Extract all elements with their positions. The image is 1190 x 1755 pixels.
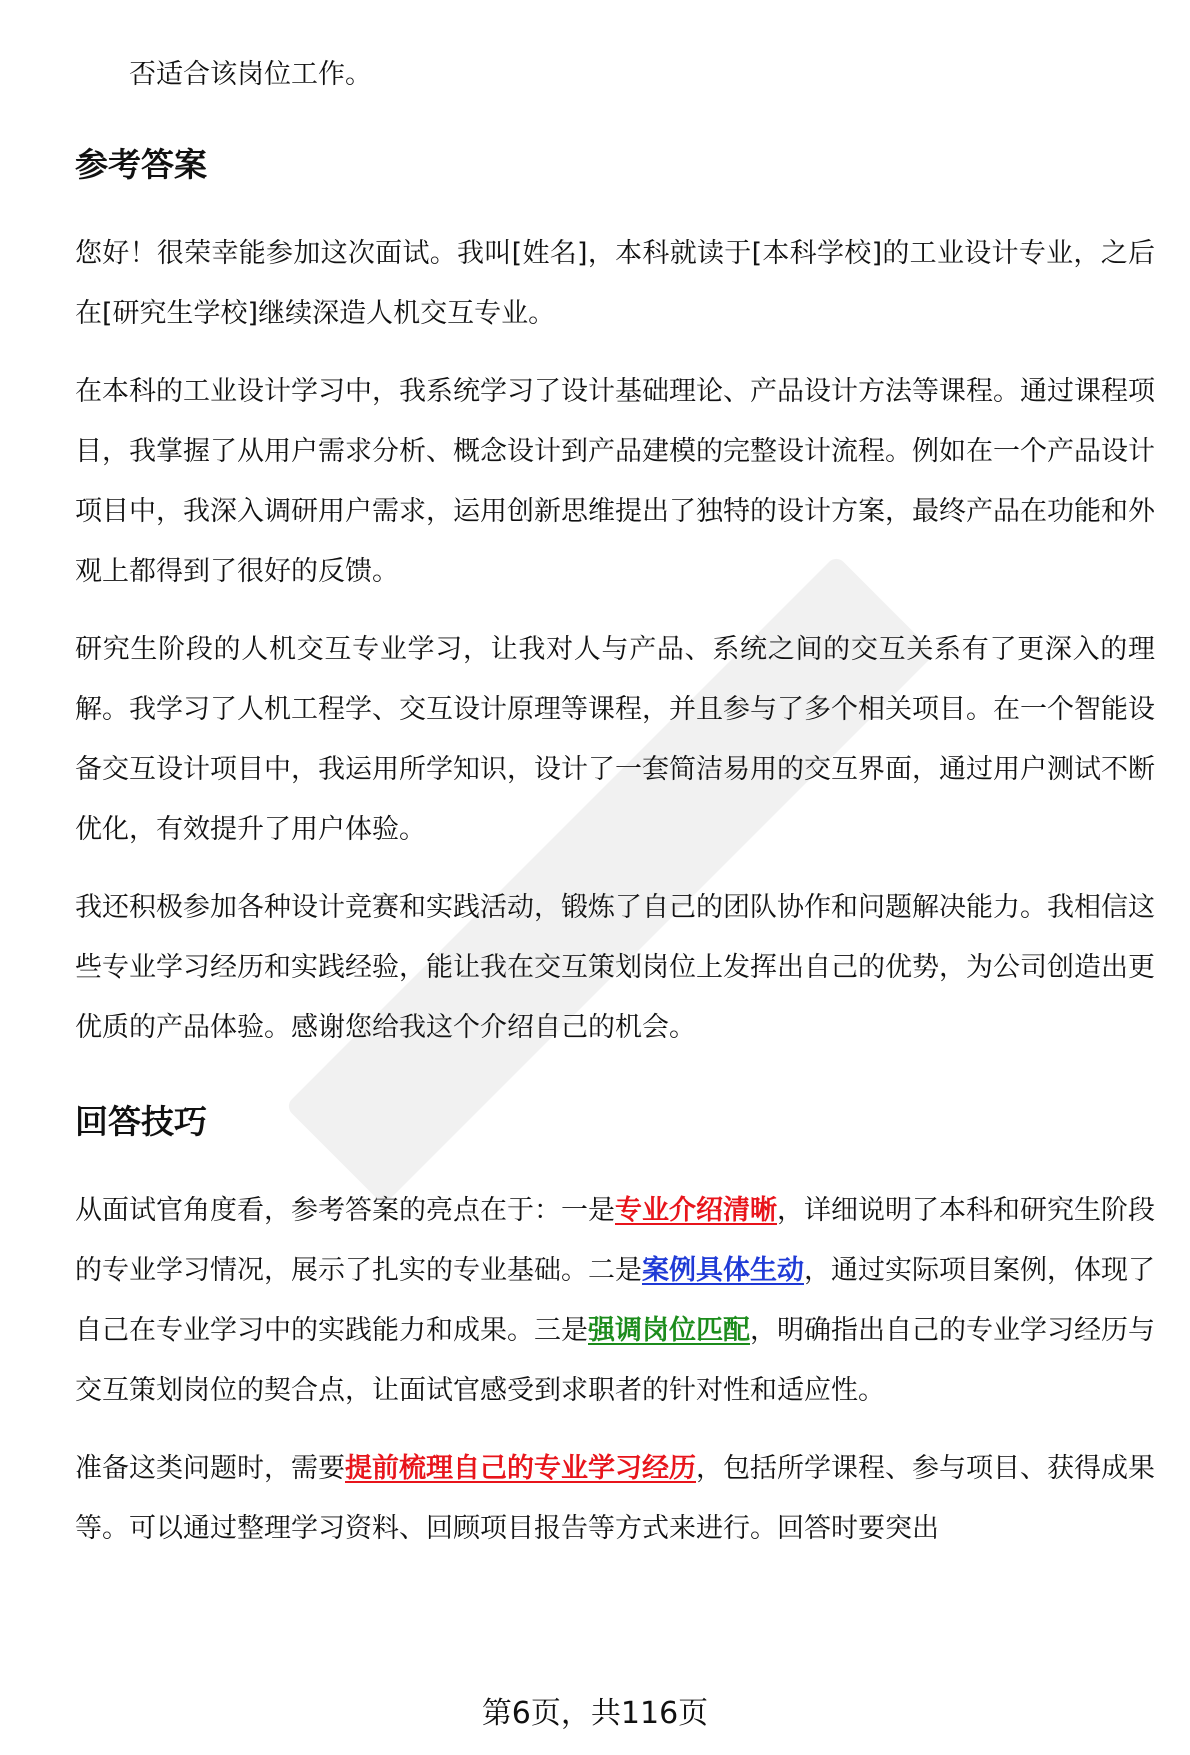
tips-text: 准备这类问题时，需要 [75,1453,345,1484]
section-title-reference-answer: 参考答案 [75,145,207,184]
section-title-answer-tips: 回答技巧 [75,1102,207,1141]
page-number: 第6页，共116页 [481,1696,709,1731]
tips-paragraph-1 [75,1181,1155,1421]
highlight-prepare-experience: 提前梳理自己的专业学习经历 [345,1453,696,1484]
answer-paragraph-4: 我还积极参加各种设计竞赛和实践活动，锻炼了自己的团队协作和问题解决能力。我相信这些专业学习经历和实践经验，能让我在交互策划岗位上发挥出自己的优势，为公司创造出更优质的产品体验。感谢您给我这个介绍自己的机会。 [75,892,1155,1043]
answer-paragraph-3: 研究生阶段的人机交互专业学习，让我对人与产品、系统之间的交互关系有了更深入的理解。我学习了人机工程学、交互设计原理等课程，并且参与了多个相关项目。在一个智能设备交互设计项目中，我运用所学知识，设计了一套简洁易用的交互界面，通过用户测试不断优化，有效提升了用户体验。 [75,634,1155,845]
highlight-professional-intro: 专业介绍清晰 [615,1195,777,1226]
answer-paragraph-2: 在本科的工业设计学习中，我系统学习了设计基础理论、产品设计方法等课程。通过课程项目，我掌握了从用户需求分析、概念设计到产品建模的完整设计流程。例如在一个产品设计项目中，我深入调研用户需求，运用创新思维提出了独特的设计方案，最终产品在功能和外观上都得到了很好的反馈。 [75,376,1155,587]
intro-text: 否适合该岗位工作。 [129,59,372,90]
tips-text: ，通过实际项目案例，体现了自己在专业学习中的实践能力和成果。三是 [75,1255,1155,1346]
document-content [75,45,1155,1559]
highlight-case-examples: 案例具体生动 [642,1255,804,1286]
tips-paragraph-2 [75,1439,1155,1559]
tips-text: ，详细说明了本科和研究生阶段的专业学习情况，展示了扎实的专业基础。二是 [75,1195,1155,1286]
tips-text: ，包括所学课程、参与项目、获得成果等。可以通过整理学习资料、回顾项目报告等方式来进行。回答时要突出 [75,1453,1155,1544]
tips-text: ，明确指出自己的专业学习经历与交互策划岗位的契合点，让面试官感受到求职者的针对性和适应性。 [75,1315,1155,1406]
tips-text: 从面试官角度看，参考答案的亮点在于：一是 [75,1195,615,1226]
highlight-role-match: 强调岗位匹配 [588,1315,750,1346]
answer-paragraph-1: 您好！很荣幸能参加这次面试。我叫[姓名]，本科就读于[本科学校]的工业设计专业，之后在[研究生学校]继续深造人机交互专业。 [75,238,1155,329]
